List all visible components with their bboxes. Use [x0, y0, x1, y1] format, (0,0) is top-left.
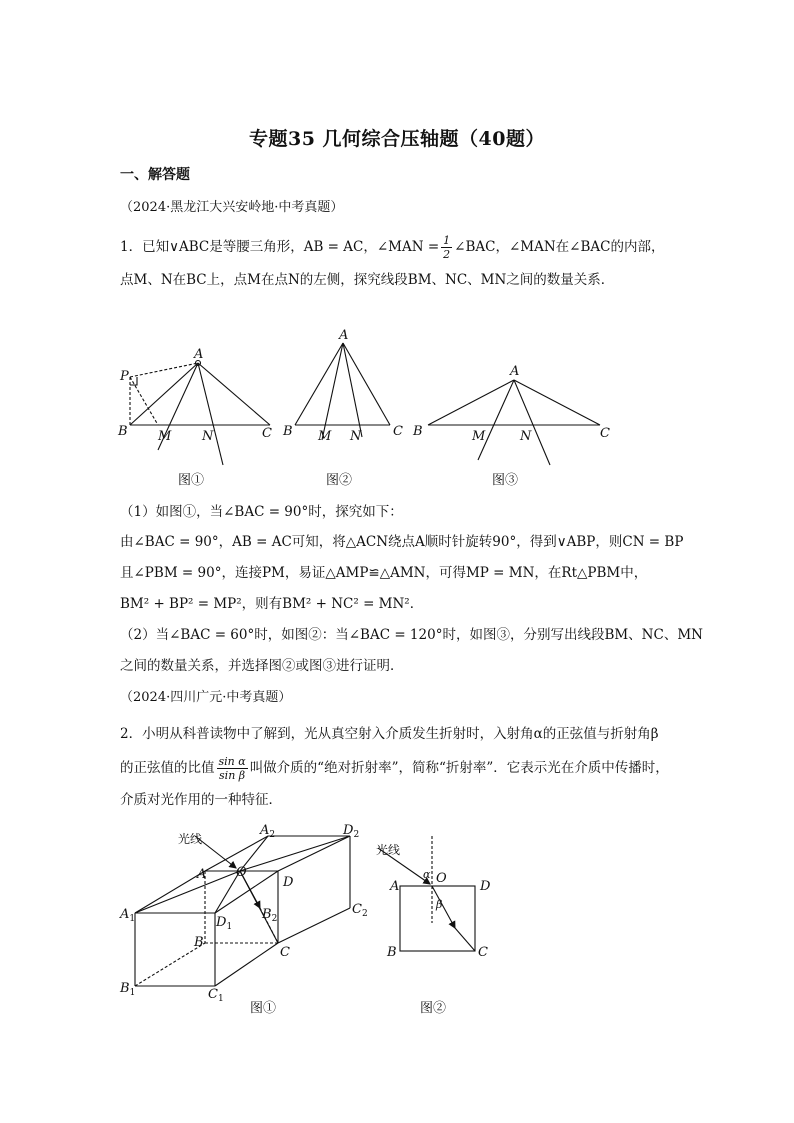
fig1-label-a: A [194, 347, 204, 362]
q1-fig-label-1: 图① [178, 473, 205, 488]
fig1-label-c: C [262, 426, 272, 441]
q2-line2 [120, 755, 669, 782]
rect-ray-to-c [455, 928, 475, 951]
fig2-line-ab [295, 343, 343, 425]
q1-part1-line-b: 由∠BAC = 90°，AB = AC可知，将△ACN绕点A顺时针旋转90°，得到∨ABP，则CN = BP [120, 534, 684, 550]
fig3-label-c: C [600, 426, 610, 441]
fig1-line-ab [130, 363, 198, 425]
rect-label-beta: β [436, 898, 443, 911]
fig2-label-m: M [318, 429, 332, 444]
q1-source: （2024·黑龙江大兴安岭地·中考真题） [120, 200, 344, 215]
q2-fraction [217, 755, 248, 782]
q2-source: （2024·四川广元·中考真题） [120, 690, 292, 705]
q1-figure-1 [130, 361, 270, 466]
box-label-a: A [197, 867, 207, 882]
box-edge-d-d2 [278, 836, 350, 871]
q1-part2-line-b: 之间的数量关系，并选择图②或图③进行证明． [120, 658, 404, 674]
fig3-label-m: M [472, 429, 486, 444]
fig1-label-b: B [118, 424, 128, 439]
fig1-label-p: P [120, 369, 129, 384]
section-heading: 一、解答题 [120, 167, 190, 183]
page-title: 专题35 几何综合压轴题（40题） [249, 128, 545, 150]
box-label-b2: $B_2$ [262, 907, 278, 924]
rect-label-c: C [478, 945, 488, 960]
box-label-c1: $C_1$ [208, 987, 224, 1004]
rect-light-label: 光线 [376, 843, 401, 857]
fig2-label-n: N [350, 429, 362, 444]
q1-part1-line-d: BM² + BP² = MP²，则有BM² + NC² = MN²． [120, 596, 424, 612]
q1-figures [110, 325, 630, 495]
box-label-d: D [283, 875, 294, 890]
fig1-label-m: M [158, 429, 172, 444]
fig2-line-an [343, 343, 362, 437]
fig3-label-n: N [520, 429, 532, 444]
q2-figures [110, 818, 510, 1018]
box-label-b1: $B_1$ [120, 981, 136, 998]
q1-part1-line-c: 且∠PBM = 90°，连接PM，易证△AMP≌△AMN，可得MP = MN，在Rt△PBM中， [120, 565, 648, 581]
fig1-label-n: N [202, 429, 214, 444]
rect-label-d: D [480, 879, 491, 894]
rect-label-b: B [387, 945, 397, 960]
fig2-line-ac [343, 343, 390, 425]
q2-line2-a: 的正弦值的比值 [120, 760, 215, 776]
fig2-label-b: B [283, 424, 293, 439]
fig1-line-pa [130, 363, 198, 377]
box-label-d2: $D_2$ [343, 823, 360, 840]
fig2-label-c: C [393, 424, 403, 439]
rect-label-alpha: α [423, 868, 431, 881]
rect-label-a: A [390, 879, 400, 894]
q1-line1-b: ∠BAC，∠MAN在∠BAC的内部， [454, 239, 665, 255]
fig2-label-a: A [339, 328, 349, 343]
box-label-a1: $A_1$ [120, 907, 136, 924]
q1-figure-2 [295, 343, 390, 440]
q1-part1-line-a: （1）如图①，当∠BAC = 90°时，探究如下： [120, 504, 403, 520]
q2-line1: 2．小明从科普读物中了解到，光从真空射入介质发生折射时，入射角α的正弦值与折射角β [120, 726, 659, 742]
box-label-a2: $A_2$ [260, 823, 276, 840]
box-edge-a1-a [135, 871, 205, 913]
fig3-label-b: B [413, 424, 423, 439]
box-label-d1: $D_1$ [216, 915, 233, 932]
rect-label-o: O [436, 871, 447, 886]
q1-figure-3 [428, 380, 600, 465]
box-label-c2: $C_2$ [352, 902, 368, 919]
fig3-line-am [478, 380, 514, 460]
q1-part2-line-a: （2）当∠BAC = 60°时，如图②：当∠BAC = 120°时，如图③，分别写出线段BM、NC、MN [120, 627, 703, 643]
q1-fig-label-3: 图③ [492, 473, 519, 488]
q1-fig-label-2: 图② [326, 473, 353, 488]
q2-frac-num: sin α [218, 755, 246, 768]
fig3-label-a: A [510, 364, 520, 379]
box-light-label: 光线 [178, 832, 203, 846]
box-label-c: C [280, 945, 290, 960]
box-line-o-d2 [240, 836, 350, 871]
fig3-line-ab [428, 380, 514, 425]
q1-statement-line2: 点M、N在BC上，点M在点N的左侧，探究线段BM、NC、MN之间的数量关系． [120, 272, 615, 288]
q1-line1-a: 1．已知∨ABC是等腰三角形，AB = AC，∠MAN = [120, 239, 440, 255]
fig1-line-pm [130, 377, 158, 425]
q2-line3: 介质对光作用的一种特征． [120, 792, 282, 808]
q2-fig-label-1: 图① [250, 1001, 277, 1016]
q1-frac-num: 1 [443, 234, 451, 247]
fig1-line-ac [198, 363, 270, 425]
fig3-line-ac [514, 380, 600, 425]
box-edge-c-c2 [278, 908, 350, 943]
q1-frac-den: 2 [443, 248, 451, 261]
q1-statement-line1 [120, 234, 665, 261]
q1-fraction [441, 234, 452, 261]
fig1-line-an [198, 363, 223, 465]
box-label-o: O [236, 865, 247, 880]
fig3-line-an [514, 380, 550, 465]
q2-frac-den: sin β [219, 769, 246, 782]
q2-line2-b: 叫做介质的“绝对折射率”，简称“折射率”．它表示光在介质中传播时， [249, 760, 669, 776]
box-edge-c1-c [215, 943, 278, 986]
q2-fig-label-2: 图② [420, 1001, 447, 1016]
box-label-b: B [194, 935, 204, 950]
q2-figure-box [135, 836, 350, 986]
